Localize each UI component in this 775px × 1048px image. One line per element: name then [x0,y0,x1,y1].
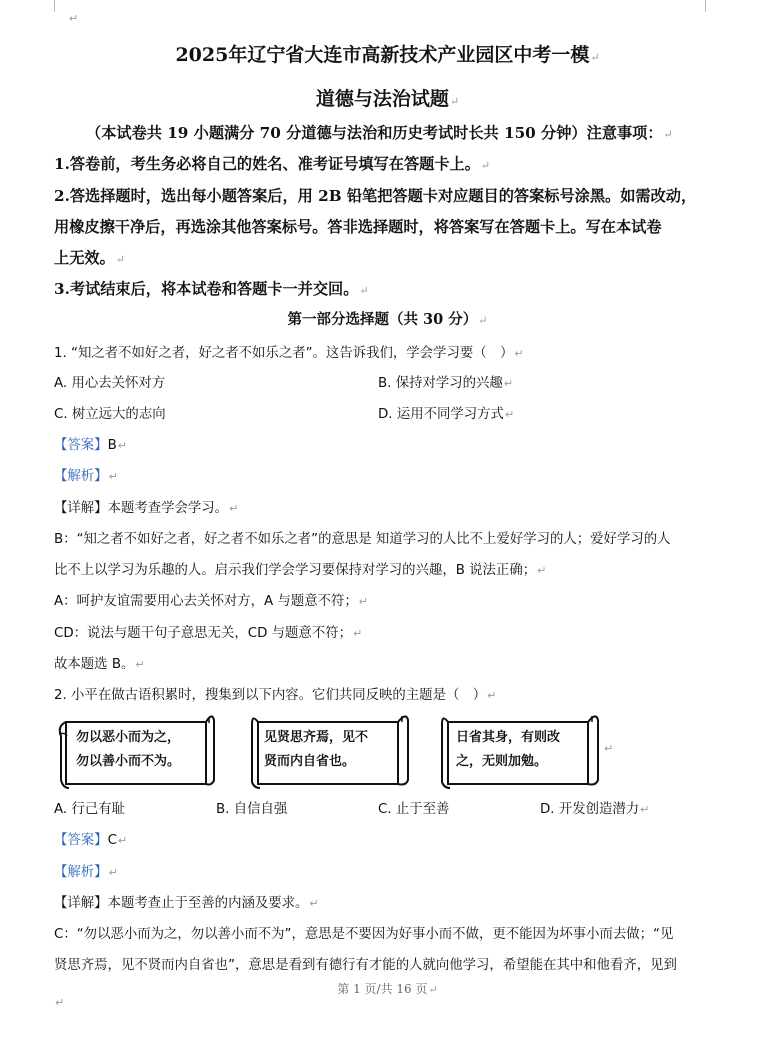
question-1-analysis: 【解析】↵ [54,469,118,484]
document-subtitle: 道德与法治试题↵ [315,88,460,110]
page-footer: 第 1 页/共 16 页↵ [337,982,438,996]
paragraph-mark: ↵ [604,742,614,755]
question-1-conclusion: 故本题选 B。↵ [54,657,145,672]
crop-mark-top-left [54,0,55,12]
crop-mark-top-right [705,0,706,12]
question-1-option-c: C. 树立远大的志向 [54,407,166,422]
instruction-item-1: 1.答卷前，考生务必将自己的姓名、准考证号填写在答题卡上。↵ [54,155,491,173]
question-2-option-d: D. 开发创造潜力↵ [540,802,650,817]
question-1-explain-2: 比不上以学习为乐趣的人。启示我们学会学习要保持对学习的兴趣，B 说法正确；↵ [54,563,547,578]
document-title: 2025年辽宁省大连市高新技术产业园区中考一模↵ [175,44,600,66]
question-2-answer: 【答案】C↵ [54,833,128,848]
instruction-item-3: 3.考试结束后，将本试卷和答题卡一并交回。↵ [54,280,369,298]
scroll-1-text: 勿以恶小而为之， 勿以善小而不为。 [76,730,181,769]
question-2-explain-1: C：“勿以恶小而为之，勿以善小而不为”，意思是不要因为好事小而不做，更不能因为坏事小而去做；“见 [54,927,674,942]
question-1-answer: 【答案】B↵ [54,438,127,453]
instruction-item-2-end: 上无效。↵ [54,249,125,267]
question-2-stem: 2. 小平在做古语积累时，搜集到以下内容。它们共同反映的主题是（ ）↵ [54,688,497,703]
question-1-option-b: B. 保持对学习的兴趣↵ [378,376,514,391]
question-1-stem: 1. “知之者不如好之者，好之者不如乐之者”。这告诉我们，学会学习要（ ）↵ [54,346,524,361]
question-2-option-b: B. 自信自强 [216,802,288,817]
paragraph-mark: ↵ [69,12,79,25]
instruction-item-2: 2.答选择题时，选出每小题答案后，用 2B 铅笔把答题卡对应题目的答案标号涂黑。如需改动， [54,187,697,205]
question-2-detail: 【详解】本题考查止于至善的内涵及要求。↵ [54,896,319,911]
question-1-explain-4: CD：说法与题干句子意思无关，CD 与题意不符；↵ [54,626,363,641]
scroll-3-text: 日省其身，有则改 之，无则加勉。 [456,730,561,769]
paragraph-mark: ↵ [55,996,65,1009]
scroll-illustration-2 [250,712,412,792]
instruction-item-2-cont: 用橡皮擦干净后，再选涂其他答案标号。答非选择题时，将答案写在答题卡上。写在本试卷 [54,218,662,236]
question-2-option-c: C. 止于至善 [378,802,450,817]
question-1-explain-3: A：呵护友谊需要用心去关怀对方，A 与题意不符；↵ [54,594,368,609]
scroll-2-text: 见贤思齐焉，见不 贤而内自省也。 [264,730,369,769]
question-1-option-d: D. 运用不同学习方式↵ [378,407,515,422]
question-1-detail: 【详解】本题考查学会学习。↵ [54,501,239,516]
scroll-illustration-3 [440,712,602,792]
scroll-illustration-1 [54,712,216,792]
question-2-explain-2: 贤思齐焉，见不贤而内自省也”，意思是看到有德行有才能的人就向他学习，希望能在其中和他看齐，见到 [54,958,677,973]
question-1-option-a: A. 用心去关怀对方 [54,376,166,391]
question-2-analysis: 【解析】↵ [54,865,118,880]
instruction-header: （本试卷共 19 小题满分 70 分道德与法治和历史考试时长共 150 分钟）注意事项：↵ [86,124,673,142]
question-2-option-a: A. 行己有耻 [54,802,125,817]
question-1-explain-1: B：“知之者不如好之者，好之者不如乐之者”的意思是 知道学习的人比不上爱好学习的人；爱好学习的人 [54,532,671,547]
section-heading: 第一部分选择题（共 30 分）↵ [287,311,488,328]
